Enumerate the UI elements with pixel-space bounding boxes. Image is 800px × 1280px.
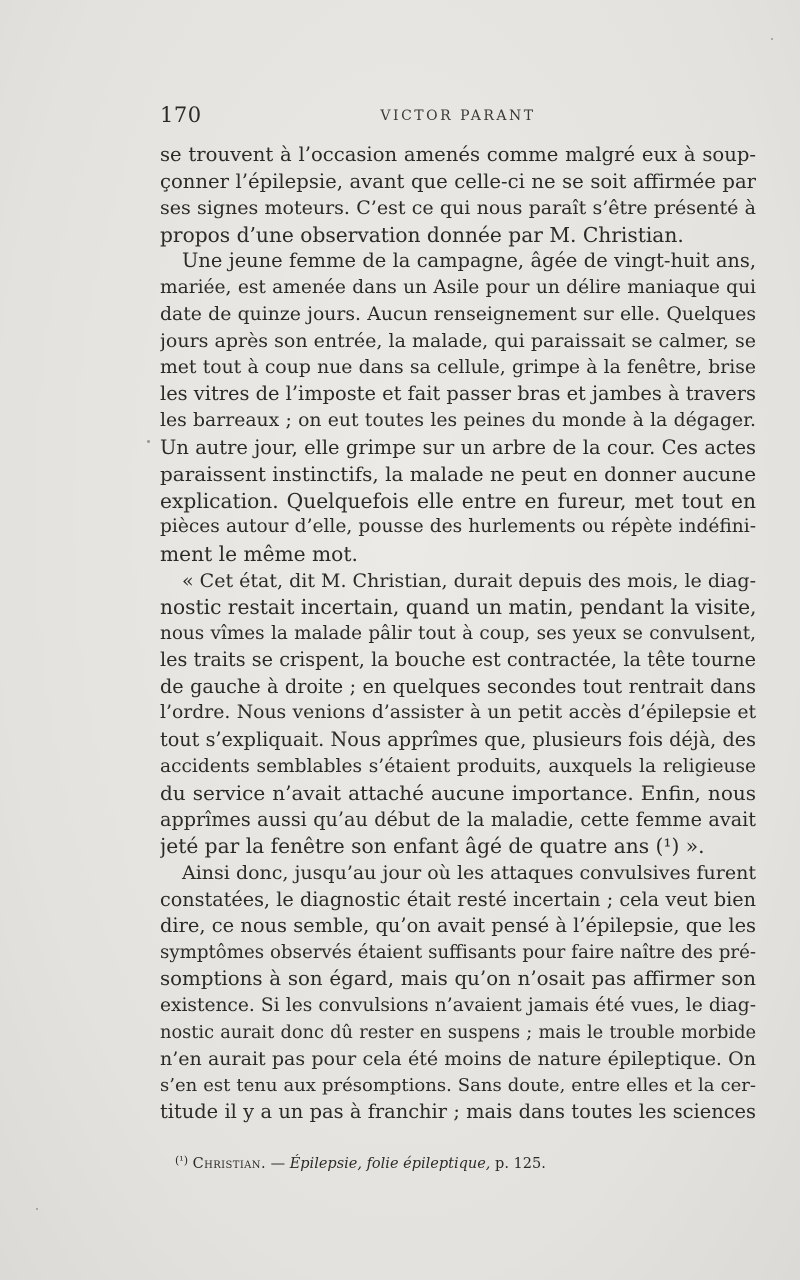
text-line: jeté par la fenêtre son enfant âgé de quatre ans (¹) ». (160, 834, 705, 859)
text-line: se trouvent à l’occasion amenés comme malgré eux à soup- (160, 143, 756, 166)
text-line: met tout à coup nue dans sa cellule, grimpe à la fenêtre, brise (160, 356, 756, 378)
text-line: explication. Quelquefois elle entre en fureur, met tout en (160, 488, 756, 513)
text-line: titude il y a un pas à franchir ; mais dans toutes les sciences (160, 1100, 756, 1124)
text-line: çonner l’épilepsie, avant que celle-ci ne se soit affirmée par (160, 169, 756, 193)
paper-speck (147, 440, 150, 443)
text-line: paraissent instinctifs, la malade ne peut en donner aucune (160, 462, 756, 487)
text-line: mariée, est amenée dans un Asile pour un délire maniaque qui (160, 276, 756, 298)
text-line: propos d’une observation donnée par M. Christian. (160, 222, 684, 247)
text-line: pièces autour d’elle, pousse des hurlements ou répète indéfini- (160, 516, 756, 538)
footnote-work-title: Épilepsie, folie épileptique, (289, 1156, 491, 1172)
text-line: « Cet état, dit M. Christian, durait depuis des mois, le diag- (182, 569, 756, 592)
paper-speck (771, 38, 773, 40)
text-line: constatées, le diagnostic était resté incertain ; cela veut bien (160, 887, 756, 911)
text-line: les vitres de l’imposte et fait passer bras et jambes à travers (160, 382, 756, 406)
text-line: tout s’expliquait. Nous apprîmes que, plusieurs fois déjà, des (160, 728, 756, 752)
text-line: date de quinze jours. Aucun renseignement sur elle. Quelques (160, 303, 756, 325)
text-line: l’ordre. Nous venions d’assister à un petit accès d’épilepsie et (160, 702, 756, 724)
footnote-separator: — (265, 1156, 290, 1172)
text-line: dire, ce nous semble, qu’on avait pensé à l’épilepsie, que les (160, 914, 756, 938)
text-line: nous vîmes la malade pâlir tout à coup, ses yeux se convulsent, (160, 622, 756, 644)
text-line: symptômes observés étaient suffisants pour faire naître des pré- (160, 941, 756, 963)
text-line: de gauche à droite ; en quelques secondes tout rentrait dans (160, 674, 756, 698)
footnote-page: p. 125. (490, 1156, 546, 1172)
page-number: 170 (160, 103, 202, 127)
text-line: Ainsi donc, jusqu’au jour où les attaques convulsives furent (182, 862, 756, 885)
page-header (160, 103, 756, 133)
text-line: nostic restait incertain, quand un matin, pendant la visite, (160, 595, 756, 620)
footnote-mark: (¹) (175, 1154, 188, 1167)
text-line: les traits se crispent, la bouche est contractée, la tête tourne (160, 648, 756, 672)
text-line: Un autre jour, elle grimpe sur un arbre de la cour. Ces actes (160, 435, 756, 459)
body-text (160, 142, 756, 1126)
text-line: jours après son entrée, la malade, qui paraissait se calmer, se (160, 330, 756, 353)
footnote-author: Christian. (192, 1156, 266, 1172)
running-title: VICTOR PARANT (380, 108, 536, 124)
text-line: du service n’avait attaché aucune importance. Enfin, nous (160, 781, 756, 806)
text-line: accidents semblables s’étaient produits, auxquels la religieuse (160, 755, 756, 777)
text-line: existence. Si les convulsions n’avaient jamais été vues, le diag- (160, 995, 756, 1016)
text-line: ses signes moteurs. C’est ce qui nous paraît s’être présenté à (160, 197, 756, 220)
text-line: Une jeune femme de la campagne, âgée de vingt-huit ans, (182, 249, 756, 273)
text-line: nostic aurait donc dû rester en suspens ; mais le trouble morbide (160, 1021, 756, 1043)
text-line: n’en aurait pas pour cela été moins de nature épileptique. On (160, 1048, 756, 1071)
text-line: s’en est tenu aux présomptions. Sans doute, entre elles et la cer- (160, 1074, 756, 1096)
text-line: ment le même mot. (160, 541, 358, 566)
text-line: somptions à son égard, mais qu’on n’osait pas affirmer son (160, 967, 756, 991)
text-line: apprîmes aussi qu’au début de la maladie, cette femme avait (160, 807, 756, 831)
text-line: les barreaux ; on eut toutes les peines du monde à la dégager. (160, 409, 756, 431)
paper-speck (36, 1208, 38, 1210)
footnote (175, 1150, 735, 1175)
